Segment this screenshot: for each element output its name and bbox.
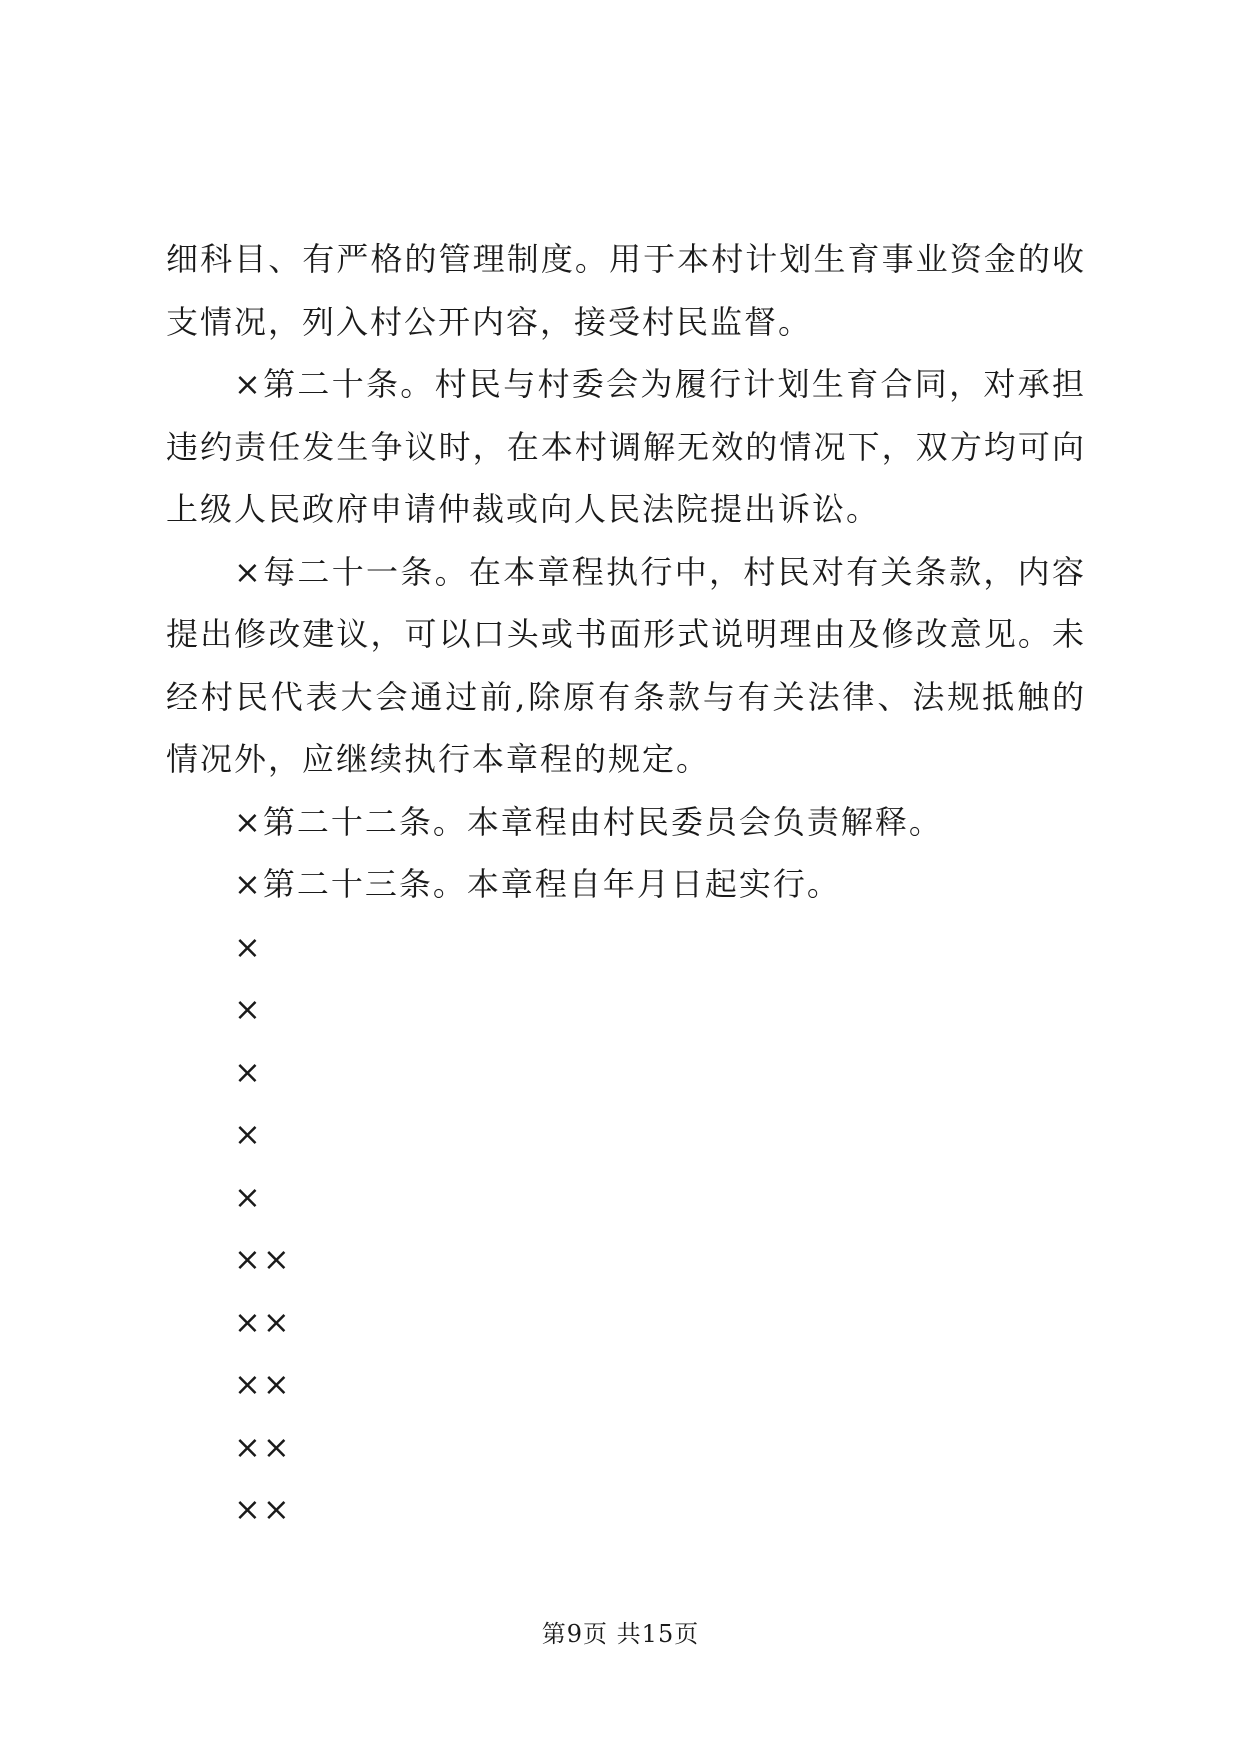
- document-body: [166, 228, 1086, 1541]
- placeholder-line: ×: [234, 1177, 263, 1216]
- placeholder-line: ×: [234, 927, 263, 966]
- page-number: 第9页 共15页: [541, 1620, 700, 1648]
- paragraph: ×第二十条。村民与村委会为履行计划生育合同，对承担违约责任发生争议时，在本村调解无效的情况下，双方均可向上级人民政府申请仲裁或向人民法院提出诉讼。: [166, 365, 1086, 528]
- paragraph: 细科目、有严格的管理制度。用于本村计划生育事业资金的收支情况，列入村公开内容，接受村民监督。: [166, 240, 1086, 341]
- placeholder-line: ××: [234, 1427, 292, 1466]
- placeholder-line: ×: [234, 990, 263, 1028]
- placeholder-line: ××: [234, 1240, 292, 1278]
- placeholder-line: ×: [234, 1115, 263, 1153]
- placeholder-line: ×: [234, 1052, 263, 1091]
- paragraph: ×第二十二条。本章程由村民委员会负责解释。: [234, 802, 943, 841]
- placeholder-line: ××: [234, 1302, 292, 1341]
- paragraph: ×每二十一条。在本章程执行中，村民对有关条款，内容提出修改建议，可以口头或书面形式说明理由及修改意见。未经村民代表大会通过前,除原有条款与有关法律、法规抵触的情况外，应继续执行本章程的规定。: [166, 552, 1086, 778]
- placeholder-line: ××: [234, 1365, 292, 1403]
- paragraph: ×第二十三条。本章程自年月日起实行。: [234, 865, 841, 903]
- placeholder-line: ××: [234, 1490, 292, 1528]
